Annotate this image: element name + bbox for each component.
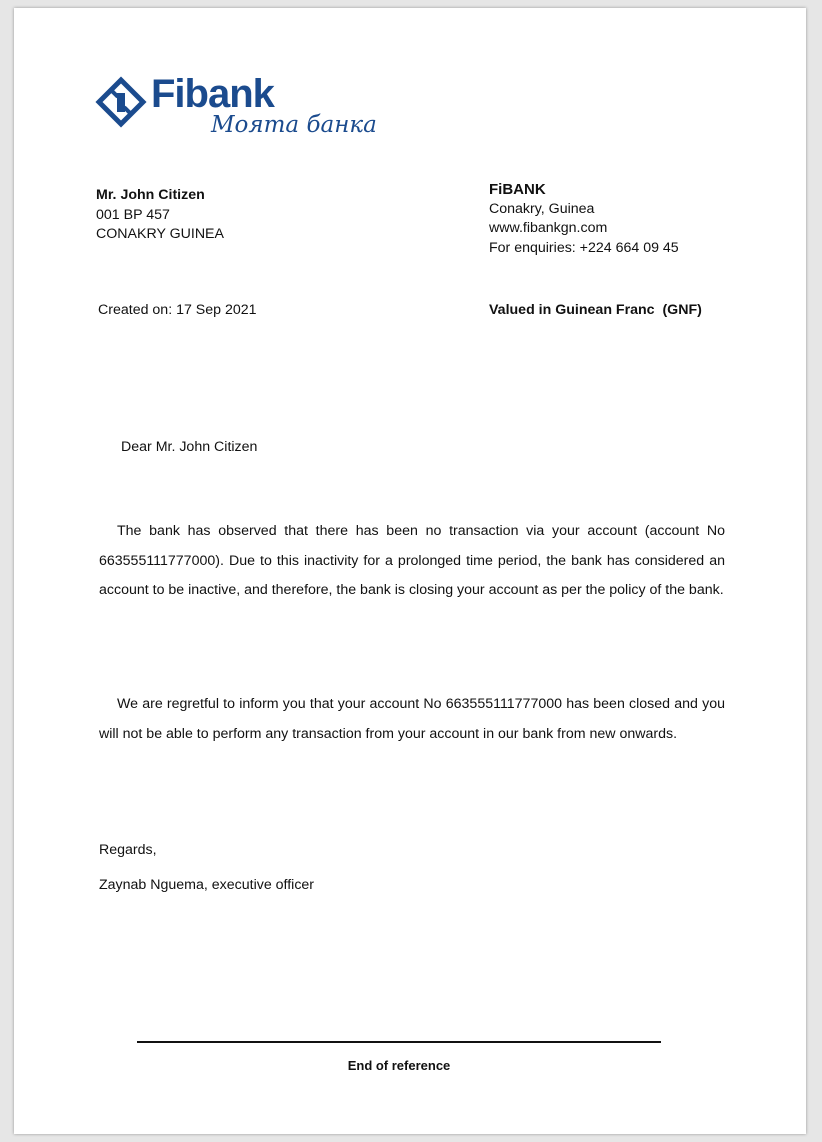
body-paragraph-1: The bank has observed that there has been no transaction via your account (account No 663555111777000). Due to this inactivity for a prolonged time period, the bank has considered an account to be inactive, and therefore, the bank is closing your account as per the policy of the bank. bbox=[99, 523, 725, 598]
recipient-address-line1: 001 BP 457 bbox=[96, 206, 170, 223]
footer-rule bbox=[137, 1041, 661, 1043]
valuation-currency: Valued in Guinean Franc (GNF) bbox=[489, 302, 702, 318]
signatory: Zaynab Nguema, executive officer bbox=[99, 877, 315, 893]
bank-block bbox=[489, 180, 679, 258]
body-paragraph-2: We are regretful to inform you that your account No 663555111777000 has been closed and you will not be able to perform any transaction from your account in our bank from new onwards. bbox=[99, 696, 725, 742]
bank-name: FiBANK bbox=[489, 181, 546, 198]
bank-enquiries: For enquiries: +224 664 09 45 bbox=[489, 239, 679, 256]
recipient-address-line2: CONAKRY GUINEA bbox=[96, 226, 224, 242]
fibank-diamond-icon bbox=[93, 76, 149, 132]
recipient-name: Mr. John Citizen bbox=[96, 187, 205, 203]
recipient-block bbox=[96, 186, 224, 245]
created-date: Created on: 17 Sep 2021 bbox=[98, 302, 257, 318]
closing: Regards, bbox=[99, 842, 157, 858]
bank-website: www.fibankgn.com bbox=[489, 220, 608, 236]
end-of-reference: End of reference bbox=[347, 1058, 451, 1073]
brand-name: Fibank bbox=[151, 72, 274, 116]
greeting: Dear Mr. John Citizen bbox=[121, 439, 258, 455]
document-page bbox=[14, 8, 806, 1134]
brand-tagline: Моята банка bbox=[211, 112, 377, 138]
fibank-logo bbox=[93, 72, 393, 152]
bank-city: Conakry, Guinea bbox=[489, 200, 595, 217]
